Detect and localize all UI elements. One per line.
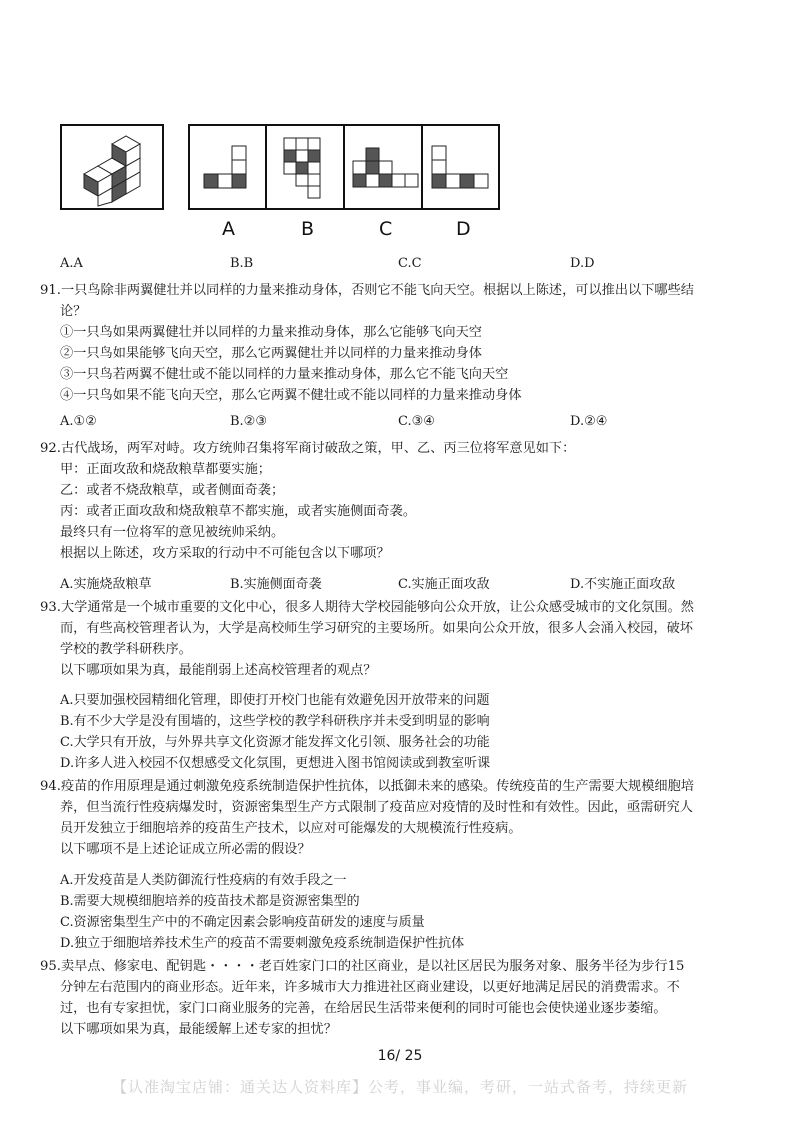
q91-stem-line-1: 91.一只鸟除非两翼健壮并以同样的力量来推动身体，否则它不能飞向天空。根据以上陈述，可以推出以下哪些结 [40, 283, 694, 298]
q93-stem-line-4: 以下哪项如果为真，最能削弱上述高校管理者的观点？ [60, 663, 377, 678]
cube-stack-image [60, 124, 164, 210]
q93-stem-line-1: 93.大学通常是一个城市重要的文化中心，很多人期待大学校园能够向公众开放，让公众感受城市的文化氛围。然 [40, 600, 694, 615]
figure-label-a: A [222, 218, 235, 240]
q91-statement-4: ④一只鸟如果不能飞向天空，那么它两翼不健壮或不能以同样的力量来推动身体 [60, 388, 522, 403]
q92-stem-line-1: 92.古代战场，两军对峙。攻方统帅召集将军商讨破敌之策，甲、乙、丙三位将军意见如下： [40, 441, 576, 456]
figure-label-c: C [379, 218, 393, 240]
views-panel [188, 124, 500, 210]
view-d [432, 146, 488, 188]
q94-option-d[interactable]: D.独立于细胞培养技术生产的疫苗不需要刺激免疫系统制造保护性抗体 [60, 936, 465, 951]
q90-option-b[interactable]: B.B [230, 256, 254, 271]
q94-stem-line-2: 养，但当流行性疫病爆发时，资源密集型生产方式限制了疫苗应对疫情的及时性和有效性。因此，亟需研究人 [60, 800, 693, 815]
q94-option-a[interactable]: A.开发疫苗是人类防御流行性疫病的有效手段之一 [60, 873, 347, 888]
cube-figure [60, 124, 500, 212]
q90-option-c[interactable]: C.C [398, 256, 422, 271]
q91-statement-2: ②一只鸟如果能够飞向天空，那么它两翼健壮并以同样的力量来推动身体 [60, 346, 482, 361]
view-c [353, 148, 418, 187]
q95-stem-line-4: 以下哪项如果为真，最能缓解上述专家的担忧？ [60, 1022, 337, 1037]
q93-option-c[interactable]: C.大学只有开放，与外界共享文化资源才能发挥文化引领、服务社会的功能 [60, 735, 490, 750]
q94-stem-line-3: 员开发独立于细胞培养的疫苗生产技术，以应对可能爆发的大规模流行性疫病。 [60, 821, 522, 836]
view-b [284, 138, 320, 198]
q91-option-c[interactable]: C.③④ [398, 414, 435, 429]
q91-option-d[interactable]: D.②④ [570, 414, 608, 429]
figure-label-b: B [301, 218, 315, 240]
q95-stem-line-2: 分钟左右范围内的商业形态。近年来，许多城市大力推进社区商业建设，以更好地满足居民的消费需求。不 [60, 980, 680, 995]
q91-stem-line-2: 论？ [60, 304, 87, 319]
q92-stem-line-3: 乙：或者不烧敌粮草，或者侧面奇袭； [60, 483, 285, 498]
q94-option-b[interactable]: B.需要大规模细胞培养的疫苗技术都是资源密集型的 [60, 894, 360, 909]
q91-statement-3: ③一只鸟若两翼不健壮或不能以同样的力量来推动身体，那么它不能飞向天空 [60, 367, 509, 382]
q92-stem-line-2: 甲：正面攻敌和烧敌粮草都要实施； [60, 462, 271, 477]
q91-statement-1: ①一只鸟如果两翼健壮并以同样的力量来推动身体，那么它能够飞向天空 [60, 325, 482, 340]
q91-option-b[interactable]: B.②③ [230, 414, 267, 429]
q92-stem-line-4: 丙：或者正面攻敌和烧敌粮草不都实施，或者实施侧面奇袭。 [60, 504, 417, 519]
q92-option-d[interactable]: D.不实施正面攻敌 [570, 577, 676, 592]
q94-stem-line-4: 以下哪项不是上述论证成立所必需的假设？ [60, 842, 311, 857]
watermark-text: 【认准淘宝店铺：通关达人资料库】公考，事业编，考研，一站式备考，持续更新 [111, 1078, 688, 1096]
q92-option-c[interactable]: C.实施正面攻敌 [398, 577, 490, 592]
q94-stem-line-1: 94.疫苗的作用原理是通过刺激免疫系统制造保护性抗体，以抵御未来的感染。传统疫苗的生产需要大规模细胞培 [40, 779, 694, 794]
q92-option-b[interactable]: B.实施侧面奇袭 [230, 577, 322, 592]
q93-option-d[interactable]: D.许多人进入校园不仅想感受文化氛围，更想进入图书馆阅读或到教室听课 [60, 756, 491, 771]
q92-stem-line-5: 最终只有一位将军的意见被统帅采纳。 [60, 525, 285, 540]
figure-label-d: D [456, 218, 471, 240]
q93-option-a[interactable]: A.只要加强校园精细化管理，即使打开校门也能有效避免因开放带来的问题 [60, 693, 490, 708]
q92-stem-line-6: 根据以上陈述，攻方采取的行动中不可能包含以下哪项？ [60, 546, 390, 561]
q91-option-a[interactable]: A.①② [60, 414, 97, 429]
q93-option-b[interactable]: B.有不少大学是没有围墙的，这些学校的教学科研秩序并未受到明显的影响 [60, 714, 490, 729]
view-a [204, 146, 246, 188]
q90-option-d[interactable]: D.D [570, 256, 595, 271]
q95-stem-line-3: 过，也有专家担忧，家门口商业服务的完善，在给居民生活带来便利的同时可能也会使快递业逐步萎缩。 [60, 1001, 667, 1016]
q92-option-a[interactable]: A.实施烧敌粮草 [60, 577, 152, 592]
q95-stem-line-1: 95.卖早点、修家电、配钥匙・・・・老百姓家门口的社区商业，是以社区居民为服务对象、服务半径为步行15 [40, 959, 685, 974]
q94-option-c[interactable]: C.资源密集型生产中的不确定因素会影响疫苗研发的速度与质量 [60, 915, 425, 930]
page-number: 16/ 25 [377, 1048, 423, 1064]
q93-stem-line-2: 而，有些高校管理者认为，大学是高校师生学习研究的主要场所。如果向公众开放，很多人会涌入校园，破坏 [60, 621, 693, 636]
q93-stem-line-3: 学校的教学科研秩序。 [60, 642, 192, 657]
q90-option-a[interactable]: A.A [60, 256, 83, 271]
